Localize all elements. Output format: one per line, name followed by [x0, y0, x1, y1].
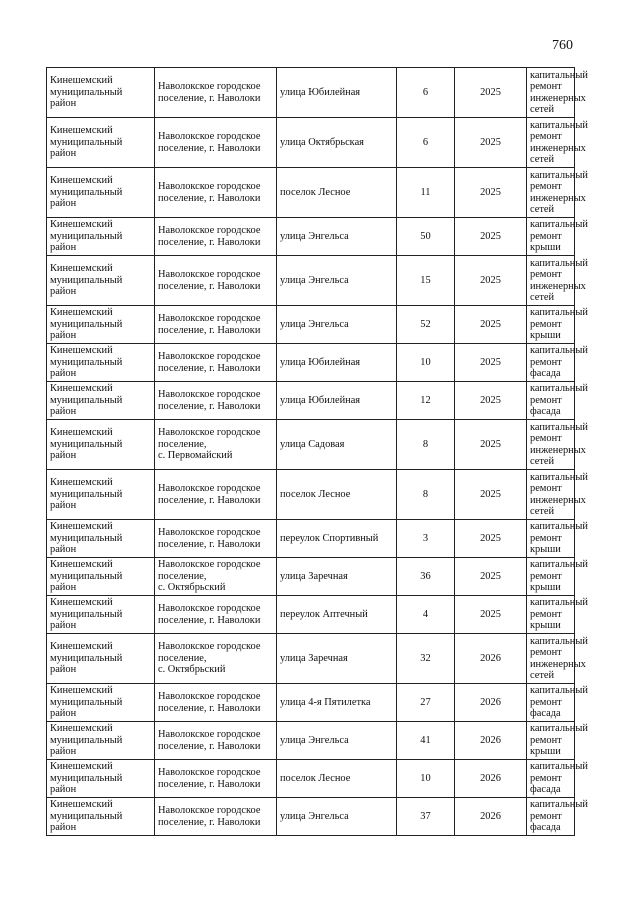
- work-type-cell: [527, 382, 588, 420]
- settlement-cell-text: Наволокское городское поселение, г. Наволоки: [158, 351, 261, 374]
- settlement-cell-text: Наволокское городское поселение, г. Наволоки: [158, 269, 261, 292]
- settlement-cell: [155, 420, 277, 470]
- year-cell-text: 2025: [480, 136, 501, 148]
- street-cell: [277, 760, 397, 798]
- settlement-cell: [155, 118, 277, 168]
- house-number-cell-text: 32: [420, 652, 431, 664]
- district-cell-text: Кинешемский муниципальный район: [50, 477, 123, 512]
- district-cell: [47, 68, 155, 118]
- year-cell: [455, 520, 527, 558]
- table-row: [47, 420, 575, 470]
- street-cell-text: улица Энгельса: [280, 318, 349, 330]
- house-number-cell: [397, 722, 455, 760]
- street-cell: [277, 256, 397, 306]
- settlement-cell: [155, 470, 277, 520]
- house-number-cell: [397, 118, 455, 168]
- house-number-cell: [397, 760, 455, 798]
- district-cell: [47, 520, 155, 558]
- work-type-cell: [527, 684, 588, 722]
- work-type-cell: [527, 470, 588, 520]
- house-number-cell: [397, 520, 455, 558]
- street-cell: [277, 168, 397, 218]
- house-number-cell-text: 52: [420, 318, 431, 330]
- work-type-cell-text: капитальный ремонт фасада: [530, 761, 588, 796]
- settlement-cell: [155, 634, 277, 684]
- work-type-cell: [527, 722, 588, 760]
- street-cell-text: улица Энгельса: [280, 810, 349, 822]
- year-cell: [455, 118, 527, 168]
- district-cell-text: Кинешемский муниципальный район: [50, 263, 123, 298]
- street-cell: [277, 218, 397, 256]
- house-number-cell-text: 15: [420, 274, 431, 286]
- table-body: [47, 68, 588, 836]
- work-type-cell: [527, 520, 588, 558]
- year-cell-text: 2025: [480, 488, 501, 500]
- settlement-cell-text: Наволокское городское поселение, г. Наволоки: [158, 81, 261, 104]
- district-cell: [47, 722, 155, 760]
- work-type-cell-text: капитальный ремонт инженерных сетей: [530, 635, 588, 681]
- house-number-cell: [397, 256, 455, 306]
- table-row: [47, 118, 575, 168]
- street-cell-text: поселок Лесное: [280, 488, 351, 500]
- work-type-cell-text: капитальный ремонт инженерных сетей: [530, 69, 588, 115]
- house-number-cell: [397, 558, 455, 596]
- district-cell-text: Кинешемский муниципальный район: [50, 307, 123, 342]
- street-cell: [277, 634, 397, 684]
- settlement-cell: [155, 344, 277, 382]
- year-cell-text: 2025: [480, 318, 501, 330]
- work-type-cell: [527, 634, 588, 684]
- settlement-cell: [155, 798, 277, 836]
- district-cell-text: Кинешемский муниципальный район: [50, 521, 123, 556]
- settlement-cell-text: Наволокское городское поселение, с. Октябрьский: [158, 559, 261, 594]
- district-cell-text: Кинешемский муниципальный район: [50, 685, 123, 720]
- year-cell: [455, 684, 527, 722]
- house-number-cell: [397, 382, 455, 420]
- work-type-cell: [527, 798, 588, 836]
- street-cell-text: улица Энгельса: [280, 230, 349, 242]
- work-type-cell-text: капитальный ремонт инженерных сетей: [530, 169, 588, 215]
- work-type-cell-text: капитальный ремонт инженерных сетей: [530, 421, 588, 467]
- district-cell-text: Кинешемский муниципальный район: [50, 723, 123, 758]
- settlement-cell-text: Наволокское городское поселение, г. Наволоки: [158, 603, 261, 626]
- table-row: [47, 684, 575, 722]
- street-cell-text: улица Заречная: [280, 652, 348, 664]
- settlement-cell-text: Наволокское городское поселение, г. Наволоки: [158, 483, 261, 506]
- settlement-cell: [155, 684, 277, 722]
- settlement-cell-text: Наволокское городское поселение, г. Наволоки: [158, 805, 261, 828]
- year-cell: [455, 470, 527, 520]
- street-cell: [277, 382, 397, 420]
- street-cell: [277, 596, 397, 634]
- house-number-cell: [397, 68, 455, 118]
- street-cell: [277, 470, 397, 520]
- house-number-cell-text: 12: [420, 394, 431, 406]
- district-cell: [47, 168, 155, 218]
- settlement-cell-text: Наволокское городское поселение, с. Первомайский: [158, 427, 261, 462]
- district-cell-text: Кинешемский муниципальный район: [50, 125, 123, 160]
- year-cell: [455, 596, 527, 634]
- district-cell: [47, 382, 155, 420]
- district-cell: [47, 760, 155, 798]
- district-cell: [47, 470, 155, 520]
- year-cell-text: 2025: [480, 274, 501, 286]
- settlement-cell-text: Наволокское городское поселение, г. Наволоки: [158, 527, 261, 550]
- district-cell: [47, 634, 155, 684]
- table-row: [47, 722, 575, 760]
- work-type-cell: [527, 760, 588, 798]
- work-type-cell-text: капитальный ремонт крыши: [530, 597, 588, 632]
- district-cell: [47, 684, 155, 722]
- house-number-cell-text: 6: [422, 86, 429, 98]
- street-cell-text: улица Юбилейная: [280, 356, 361, 368]
- street-cell: [277, 344, 397, 382]
- district-cell-text: Кинешемский муниципальный район: [50, 641, 123, 676]
- settlement-cell: [155, 168, 277, 218]
- district-cell: [47, 558, 155, 596]
- table-row: [47, 798, 575, 836]
- year-cell-text: 2026: [480, 652, 501, 664]
- work-type-cell: [527, 344, 588, 382]
- year-cell-text: 2026: [480, 772, 501, 784]
- year-cell-text: 2025: [480, 608, 501, 620]
- house-number-cell: [397, 306, 455, 344]
- year-cell: [455, 218, 527, 256]
- district-cell-text: Кинешемский муниципальный район: [50, 761, 123, 796]
- house-number-cell: [397, 344, 455, 382]
- year-cell-text: 2025: [480, 570, 501, 582]
- street-cell-text: улица Энгельса: [280, 734, 349, 746]
- street-cell-text: поселок Лесное: [280, 772, 351, 784]
- year-cell: [455, 420, 527, 470]
- table-row: [47, 520, 575, 558]
- work-type-cell-text: капитальный ремонт фасада: [530, 345, 588, 380]
- table-row: [47, 470, 575, 520]
- table-row: [47, 382, 575, 420]
- settlement-cell: [155, 596, 277, 634]
- year-cell-text: 2025: [480, 86, 501, 98]
- year-cell: [455, 634, 527, 684]
- work-type-cell: [527, 420, 588, 470]
- year-cell-text: 2026: [480, 810, 501, 822]
- street-cell-text: переулок Аптечный: [280, 608, 368, 620]
- house-number-cell-text: 36: [420, 570, 431, 582]
- street-cell-text: улица Заречная: [280, 570, 348, 582]
- district-cell: [47, 256, 155, 306]
- house-number-cell-text: 41: [420, 734, 431, 746]
- work-type-cell: [527, 68, 588, 118]
- settlement-cell: [155, 722, 277, 760]
- settlement-cell: [155, 520, 277, 558]
- year-cell: [455, 760, 527, 798]
- work-type-cell: [527, 118, 588, 168]
- table-row: [47, 558, 575, 596]
- street-cell: [277, 798, 397, 836]
- work-type-cell-text: капитальный ремонт крыши: [530, 219, 588, 254]
- district-cell: [47, 798, 155, 836]
- street-cell: [277, 722, 397, 760]
- work-type-cell: [527, 256, 588, 306]
- year-cell-text: 2025: [480, 394, 501, 406]
- street-cell-text: улица 4-я Пятилетка: [280, 696, 371, 708]
- settlement-cell-text: Наволокское городское поселение, г. Наволоки: [158, 181, 261, 204]
- table-row: [47, 634, 575, 684]
- year-cell-text: 2025: [480, 438, 501, 450]
- house-number-cell: [397, 634, 455, 684]
- table-row: [47, 256, 575, 306]
- year-cell: [455, 722, 527, 760]
- table-row: [47, 306, 575, 344]
- settlement-cell-text: Наволокское городское поселение, с. Октябрьский: [158, 641, 261, 676]
- house-number-cell-text: 10: [420, 772, 431, 784]
- year-cell: [455, 344, 527, 382]
- table-row: [47, 218, 575, 256]
- street-cell-text: переулок Спортивный: [280, 532, 379, 544]
- settlement-cell: [155, 256, 277, 306]
- year-cell-text: 2025: [480, 186, 501, 198]
- house-number-cell: [397, 470, 455, 520]
- settlement-cell: [155, 306, 277, 344]
- settlement-cell-text: Наволокское городское поселение, г. Наволоки: [158, 729, 261, 752]
- table-row: [47, 596, 575, 634]
- settlement-cell-text: Наволокское городское поселение, г. Наволоки: [158, 225, 261, 248]
- district-cell: [47, 118, 155, 168]
- house-number-cell: [397, 168, 455, 218]
- district-cell: [47, 344, 155, 382]
- house-number-cell: [397, 798, 455, 836]
- house-number-cell-text: 10: [420, 356, 431, 368]
- work-type-cell-text: капитальный ремонт инженерных сетей: [530, 471, 588, 517]
- house-number-cell-text: 3: [422, 532, 429, 544]
- district-cell-text: Кинешемский муниципальный район: [50, 383, 123, 418]
- street-cell-text: улица Октябрьская: [280, 136, 364, 148]
- street-cell: [277, 520, 397, 558]
- house-number-cell-text: 37: [420, 810, 431, 822]
- house-number-cell-text: 6: [422, 136, 429, 148]
- street-cell-text: улица Энгельса: [280, 274, 349, 286]
- street-cell-text: улица Садовая: [280, 438, 345, 450]
- settlement-cell-text: Наволокское городское поселение, г. Наволоки: [158, 389, 261, 412]
- repair-program-table: [46, 67, 588, 836]
- year-cell-text: 2026: [480, 734, 501, 746]
- district-cell: [47, 420, 155, 470]
- settlement-cell: [155, 382, 277, 420]
- district-cell: [47, 306, 155, 344]
- table-row: [47, 344, 575, 382]
- house-number-cell: [397, 420, 455, 470]
- settlement-cell-text: Наволокское городское поселение, г. Наволоки: [158, 313, 261, 336]
- settlement-cell-text: Наволокское городское поселение, г. Наволоки: [158, 691, 261, 714]
- year-cell-text: 2025: [480, 532, 501, 544]
- year-cell: [455, 256, 527, 306]
- street-cell: [277, 68, 397, 118]
- settlement-cell: [155, 218, 277, 256]
- settlement-cell: [155, 558, 277, 596]
- settlement-cell-text: Наволокское городское поселение, г. Наволоки: [158, 767, 261, 790]
- street-cell: [277, 684, 397, 722]
- street-cell-text: улица Юбилейная: [280, 394, 361, 406]
- year-cell-text: 2025: [480, 356, 501, 368]
- district-cell-text: Кинешемский муниципальный район: [50, 427, 123, 462]
- house-number-cell-text: 27: [420, 696, 431, 708]
- settlement-cell: [155, 68, 277, 118]
- district-cell-text: Кинешемский муниципальный район: [50, 175, 123, 210]
- year-cell: [455, 382, 527, 420]
- work-type-cell-text: капитальный ремонт крыши: [530, 559, 588, 594]
- house-number-cell-text: 11: [420, 186, 431, 198]
- work-type-cell-text: капитальный ремонт инженерных сетей: [530, 119, 588, 165]
- settlement-cell-text: Наволокское городское поселение, г. Наволоки: [158, 131, 261, 154]
- work-type-cell-text: капитальный ремонт крыши: [530, 521, 588, 556]
- street-cell: [277, 420, 397, 470]
- work-type-cell-text: капитальный ремонт крыши: [530, 307, 588, 342]
- work-type-cell: [527, 306, 588, 344]
- table-row: [47, 760, 575, 798]
- street-cell: [277, 306, 397, 344]
- district-cell-text: Кинешемский муниципальный район: [50, 597, 123, 632]
- settlement-cell: [155, 760, 277, 798]
- house-number-cell-text: 8: [422, 438, 429, 450]
- work-type-cell: [527, 558, 588, 596]
- work-type-cell-text: капитальный ремонт фасада: [530, 799, 588, 834]
- street-cell: [277, 558, 397, 596]
- year-cell: [455, 68, 527, 118]
- work-type-cell: [527, 218, 588, 256]
- year-cell: [455, 798, 527, 836]
- year-cell-text: 2025: [480, 230, 501, 242]
- page-number: 760: [552, 38, 573, 53]
- work-type-cell: [527, 596, 588, 634]
- year-cell: [455, 306, 527, 344]
- district-cell: [47, 218, 155, 256]
- house-number-cell-text: 50: [420, 230, 431, 242]
- district-cell-text: Кинешемский муниципальный район: [50, 799, 123, 834]
- street-cell-text: поселок Лесное: [280, 186, 351, 198]
- work-type-cell-text: капитальный ремонт фасада: [530, 685, 588, 720]
- table-row: [47, 68, 575, 118]
- district-cell-text: Кинешемский муниципальный район: [50, 219, 123, 254]
- street-cell: [277, 118, 397, 168]
- street-cell-text: улица Юбилейная: [280, 86, 361, 98]
- year-cell: [455, 168, 527, 218]
- year-cell-text: 2026: [480, 696, 501, 708]
- work-type-cell: [527, 168, 588, 218]
- work-type-cell-text: капитальный ремонт инженерных сетей: [530, 257, 588, 303]
- district-cell-text: Кинешемский муниципальный район: [50, 75, 123, 110]
- table-row: [47, 168, 575, 218]
- house-number-cell: [397, 684, 455, 722]
- district-cell-text: Кинешемский муниципальный район: [50, 559, 123, 594]
- house-number-cell-text: 4: [422, 608, 429, 620]
- work-type-cell-text: капитальный ремонт крыши: [530, 723, 588, 758]
- year-cell: [455, 558, 527, 596]
- house-number-cell: [397, 218, 455, 256]
- work-type-cell-text: капитальный ремонт фасада: [530, 383, 588, 418]
- house-number-cell: [397, 596, 455, 634]
- house-number-cell-text: 8: [422, 488, 429, 500]
- district-cell: [47, 596, 155, 634]
- district-cell-text: Кинешемский муниципальный район: [50, 345, 123, 380]
